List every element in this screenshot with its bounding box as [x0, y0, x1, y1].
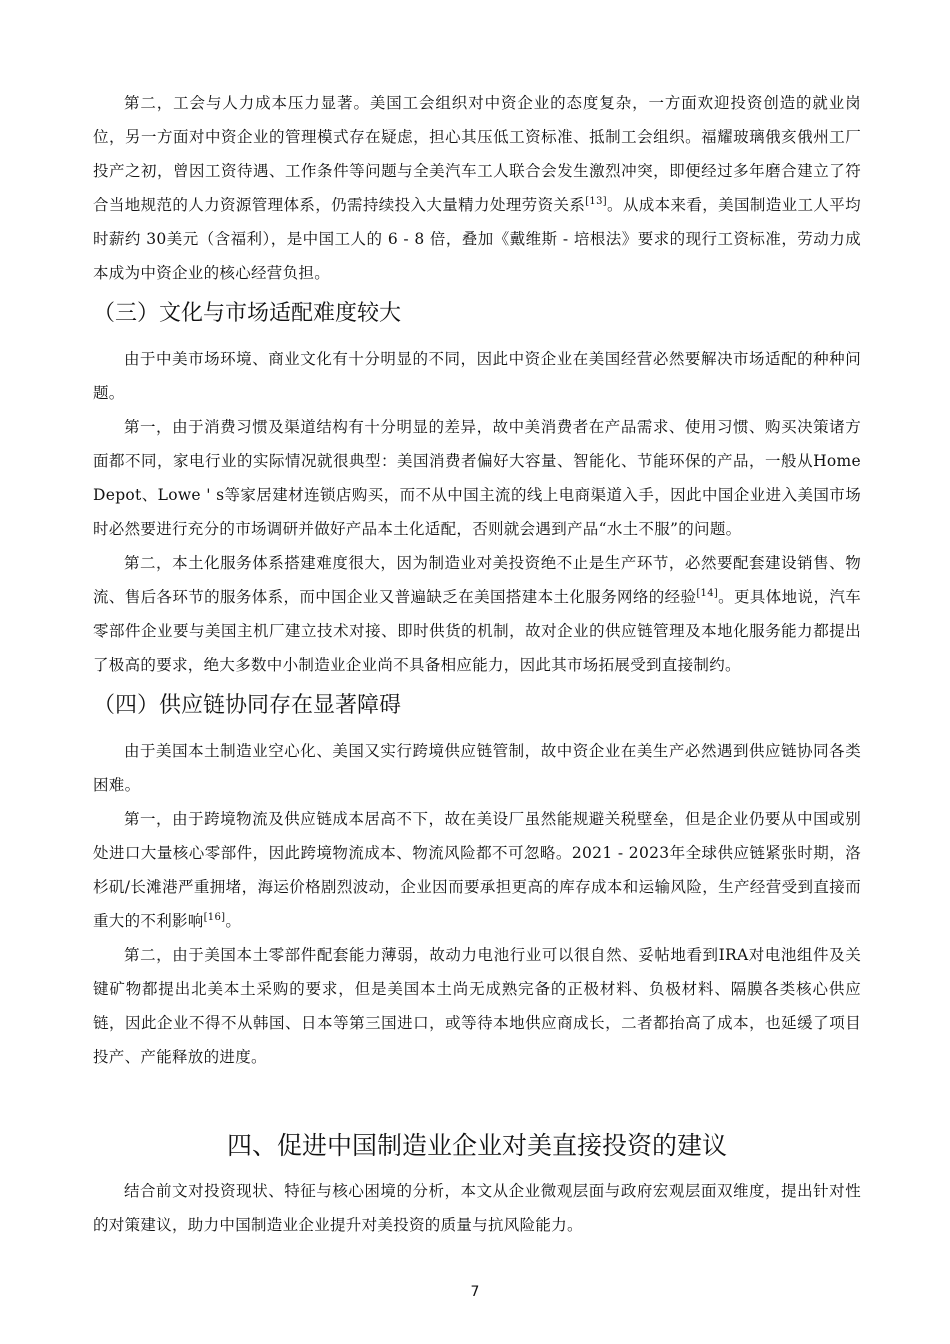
citation-14: [14]: [696, 588, 719, 599]
paragraph-consumer-habits: 第一，由于消费习惯及渠道结构有十分明显的差异，故中美消费者在产品需求、使用习惯、购买决策诸方面都不同，家电行业的实际情况就很典型：美国消费者偏好大容量、智能化、节能环保的产品，一般从Home Depot、Lowe ' s等家居建材连锁店购买，而不从中国主流的线上电商渠道入手，因此中国企业进入美国市场时必然要进行充分的市场调研并做好产品本土化适配，否则就会遇到产品“水土不服”的问题。: [93, 418, 861, 538]
paragraph-text-tail: 。从成本来看，美国制造业工人平均时薪约 30美元（含福利），是中国工人的 6 - 8 倍，叠加《戴维斯 - 培根法》要求的现行工资标准，劳动力成本成为中资企业的核心经营负担。: [93, 196, 861, 282]
paragraph-text-tail: 。更具体地说，汽车零部件企业要与美国主机厂建立技术对接、即时供货的机制，故对企业的供应链管理及本地化服务能力都提出了极高的要求，绝大多数中小制造业企业尚不具备相应能力，因此其市场拓展受到直接制约。: [93, 588, 861, 674]
page-number: 7: [470, 1284, 480, 1300]
heading-culture-market: （三）文化与市场适配难度较大: [93, 301, 402, 326]
paragraph-localized-service: [93, 546, 861, 682]
heading-supply-chain: （四）供应链协同存在显著障碍: [93, 693, 402, 718]
paragraph-market-intro: 由于中美市场环境、商业文化有十分明显的不同，因此中资企业在美国经营必然要解决市场适配的种种问题。: [93, 350, 861, 402]
paragraph-recommendations-intro: 结合前文对投资现状、特征与核心困境的分析，本文从企业微观层面与政府宏观层面双维度，提出针对性的对策建议，助力中国制造业企业提升对美投资的质量与抗风险能力。: [93, 1182, 861, 1234]
paragraph-text-tail: 。: [225, 912, 242, 930]
paragraph-labor-cost: [93, 86, 861, 290]
section-heading-recommendations: 四、促进中国制造业企业对美直接投资的建议: [226, 1131, 727, 1160]
paragraph-text: 第一，由于跨境物流及供应链成本居高不下，故在美设厂虽然能规避关税壁垒，但是企业仍要从中国或别处进口大量核心零部件，因此跨境物流成本、物流风险都不可忽略。2021 - 2023年全球供应链紧张时期，洛杉矶/长滩港严重拥堵，海运价格剧烈波动，企业因而要承担更高的库存成本和运输风险，生产经营受到直接而重大的不利影响: [93, 810, 861, 930]
paragraph-text: 第二，工会与人力成本压力显著。美国工会组织对中资企业的态度复杂，一方面欢迎投资创造的就业岗位，另一方面对中资企业的管理模式存在疑虑，担心其压低工资标准、抵制工会组织。福耀玻璃俄亥俄州工厂投产之初，曾因工资待遇、工作条件等问题与全美汽车工人联合会发生激烈冲突，即便经过多年磨合建立了符合当地规范的人力资源管理体系，仍需持续投入大量精力处理劳资关系: [93, 94, 861, 214]
paragraph-text: 第二，本土化服务体系搭建难度很大，因为制造业对美投资绝不止是生产环节，必然要配套建设销售、物流、售后各环节的服务体系，而中国企业又普遍缺乏在美国搭建本土化服务网络的经验: [93, 554, 861, 606]
paragraph-logistics-cost: [93, 802, 861, 938]
paragraph-component-supply: 第二，由于美国本土零部件配套能力薄弱，故动力电池行业可以很自然、妥帖地看到IRA对电池组件及关键矿物都提出北美本土采购的要求，但是美国本土尚无成熟完备的正极材料、负极材料、隔膜各类核心供应链，因此企业不得不从韩国、日本等第三国进口，或等待本地供应商成长，二者都抬高了成本，也延缓了项目投产、产能释放的进度。: [93, 946, 861, 1066]
citation-16: [16]: [203, 912, 226, 923]
citation-13: [13]: [585, 196, 607, 207]
page-content: [93, 86, 861, 1242]
paragraph-supply-intro: 由于美国本土制造业空心化、美国又实行跨境供应链管制，故中资企业在美生产必然遇到供应链协同各类困难。: [93, 742, 861, 794]
